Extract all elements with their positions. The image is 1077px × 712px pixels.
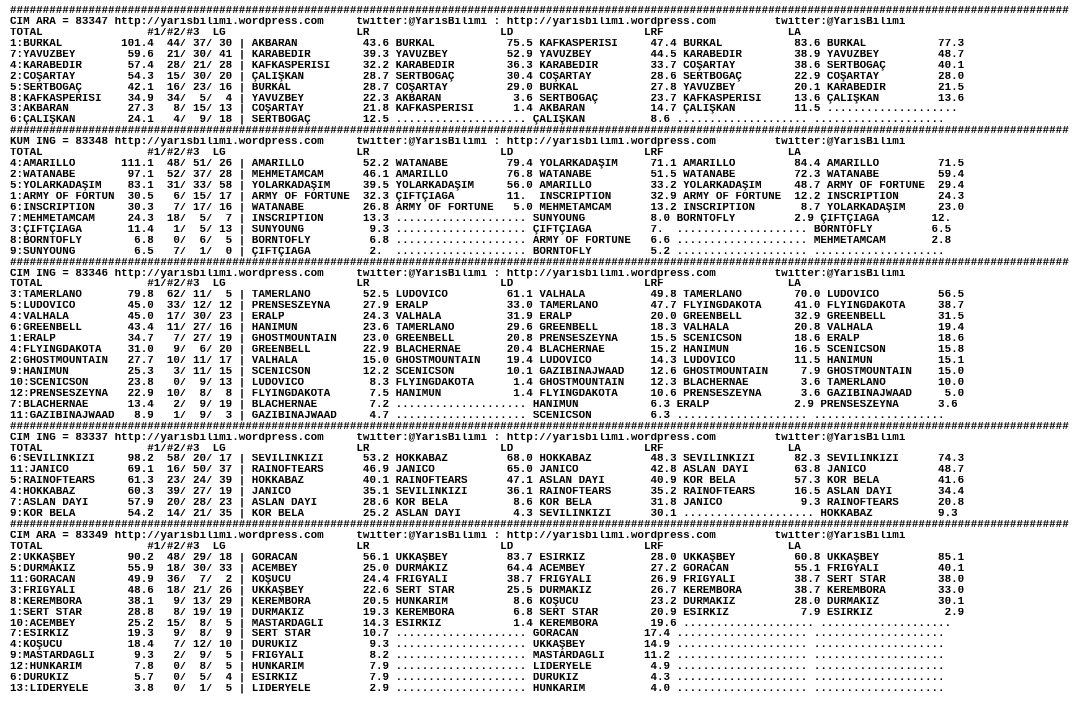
column-header: TOTAL #1/#2/#3 LG LR LD LRF LA (10, 279, 801, 291)
table-row: 2:WATANABE 97.1 52/ 37/ 28 | MEHMETAMCAM 46.1 AMARILLO 76.8 WATANABE 51.5 WATANABE 72.3 WATANABE 59.4 (10, 170, 965, 181)
column-header: TOTAL #1/#2/#3 LG LR LD LRF LA (10, 541, 801, 553)
table-row: 4:AMARILLO 111.1 48/ 51/ 26 | AMARILLO 52.2 WATANABE 79.4 YOLARKADAŞIM 71.1 AMARILLO 84.4 AMARILLO 71.5 (10, 159, 965, 171)
table-row: 3:AKBARAN 27.3 8/ 15/ 13 | COŞARTAY 21.8 KAFKASPERİSİ 1.4 AKBARAN 14.7 ÇALIŞKAN 11.5 .................... (10, 104, 958, 116)
table-row: 6:ÇALIŞKAN 24.1 4/ 9/ 18 | SERTBOĞAÇ 12.5 .................... ÇALIŞKAN 8.6 .................... .................... (10, 115, 945, 127)
table-row: 11:GAZIBINAJWAAD 8.9 1/ 9/ 3 | GAZIBINAJWAAD 4.7 .................... SCENICSON 6.3 .................... .................... (10, 410, 945, 422)
table-row: 11:JANICO 69.1 16/ 50/ 37 | RAINOFTEARS 46.9 JANICO 65.0 JANICO 42.8 ASLAN DAYI 63.8 JANICO 48.7 (10, 465, 965, 477)
table-row: 4:FLYINGDAKOTA 31.0 9/ 6/ 20 | GREENBELL 22.9 BLACHERNAE 20.4 BLACHERNAE 15.2 HANIMUN 16.5 SCENICSON 15.8 (10, 345, 965, 356)
table-row: 4:HOKKABAZ 60.3 39/ 27/ 19 | JANICO 35.1 SEVİLİNKIZI 36.1 RAINOFTEARS 35.2 RAINOFTEARS 16.5 ASLAN DAYI 34.4 (10, 487, 965, 499)
table-row: 5:SERTBOĞAÇ 42.1 16/ 23/ 16 | BURKAL 28.7 COŞARTAY 29.0 BURKAL 27.8 YAVUZBEY 20.1 KARABEDİR 21.5 (10, 82, 965, 94)
section-divider: ################################################################################################################################################################## (10, 421, 1069, 433)
table-row: 11:GORACAN 49.9 36/ 7/ 2 | KOŞUCU 24.4 FRİGYALI 38.7 FRİGYALI 26.9 FRİGYALI 38.7 SERT STAR 38.0 (10, 574, 965, 586)
table-row: 12:HÜNKARIM 7.8 0/ 8/ 5 | HÜNKARIM 7.9 .................... LİDERYELE 4.9 .................... .................... (10, 662, 945, 674)
table-row: 2:GHOSTMOUNTAIN 27.7 10/ 11/ 17 | VALHALA 15.0 GHOSTMOUNTAIN 19.4 LUDOVICO 14.3 LUDOVICO 11.5 HANIMUN 15.1 (10, 356, 965, 367)
table-row: 2:UKKAŞBEY 90.2 48/ 29/ 18 | GORACAN 56.1 UKKAŞBEY 83.7 ESİRKIZ 28.0 UKKAŞBEY 60.8 UKKAŞBEY 85.1 (10, 552, 965, 564)
table-row: 9:SUNYOUNG 6.5 7/ 1/ 0 | ÇİFTÇİAĞA 2. .................... BORNTOFLY 5.2 .................... .................... (10, 246, 945, 258)
table-row: 2:COŞARTAY 54.3 15/ 30/ 20 | ÇALIŞKAN 28.7 SERTBOĞAÇ 30.4 COŞARTAY 28.6 SERTBOĞAÇ 22.9 COŞARTAY 28.0 (10, 71, 965, 83)
table-row: 3:ÇİFTÇİAĞA 11.4 1/ 5/ 13 | SUNYOUNG 9.3 .................... ÇİFTÇİAĞA 7. .................... BORNTOFLY 6.5 (10, 224, 952, 236)
table-row: 8:KEREMBORA 38.1 9/ 13/ 29 | KEREMBORA 20.5 HÜNKARIM 8.6 KOŞUCU 23.2 DURMAKIZ 28.0 DURMAKIZ 30.1 (10, 596, 965, 608)
section-divider: ################################################################################################################################################################## (10, 6, 1069, 17)
table-row: 6:INSCRIPTION 30.3 7/ 17/ 16 | WATANABE 26.8 ARMY OF FORTUNE 5.0 MEHMETAMCAM 13.2 INSCRIPTION 8.7 YOLARKADAŞIM 23.0 (10, 202, 965, 214)
table-row: 5:YOLARKADAŞIM 83.1 31/ 33/ 58 | YOLARKADAŞIM 39.5 YOLARKADAŞIM 56.0 AMARILLO 33.2 YOLARKADAŞIM 48.7 ARMY OF FORTUNE 29.4 (10, 181, 965, 192)
table-row: 4:KARABEDİR 57.4 28/ 21/ 28 | KAFKASPERİSİ 32.2 KARABEDİR 36.3 KARABEDİR 33.7 COŞARTAY 38.6 SERTBOĞAÇ 40.1 (10, 60, 965, 72)
table-row: 5:LUDOVICO 45.0 33/ 12/ 12 | PRENSESZEYNA 27.9 ERALP 33.0 TAMERLANO 47.7 FLYINGDAKOTA 41.0 FLYINGDAKOTA 38.7 (10, 301, 965, 313)
table-row: 1:ERALP 34.7 7/ 27/ 19 | GHOSTMOUNTAIN 23.0 GREENBELL 20.8 PRENSESZEYNA 15.5 SCENICSON 18.6 ERALP 18.6 (10, 334, 965, 346)
column-header: TOTAL #1/#2/#3 LG LR LD LRF LA (10, 27, 801, 39)
table-row: 6:DURUKIZ 5.7 0/ 5/ 4 | ESİRKIZ 7.9 .................... DURUKIZ 4.3 .................... .................... (10, 673, 945, 685)
table-row: 7:YAVUZBEY 59.6 21/ 30/ 41 | KARABEDİR 39.3 YAVUZBEY 52.9 YAVUZBEY 44.5 KARABEDİR 38.9 YAVUZBEY 48.7 (10, 49, 965, 61)
table-row: 3:TAMERLANO 79.8 62/ 11/ 5 | TAMERLANO 52.5 LUDOVICO 61.1 VALHALA 49.8 TAMERLANO 70.0 LUDOVICO 56.5 (10, 290, 965, 302)
table-row: 4:VALHALA 45.0 17/ 30/ 23 | ERALP 24.3 VALHALA 31.9 ERALP 20.0 GREENBELL 32.9 GREENBELL 31.5 (10, 312, 965, 324)
column-header: TOTAL #1/#2/#3 LG LR LD LRF LA (10, 148, 801, 160)
table-row: 9:HANIMUN 25.3 3/ 11/ 15 | SCENICSON 12.2 SCENICSON 10.1 GAZIBINAJWAAD 12.6 GHOSTMOUNTAIN 7.9 GHOSTMOUNTAIN 15.0 (10, 366, 965, 378)
table-row: 9:KÖR BELA 54.2 14/ 21/ 35 | KÖR BELA 25.2 ASLAN DAYI 4.3 SEVİLİNKIZI 30.1 .................... HOKKABAZ 9.3 (10, 509, 958, 521)
table-row: 13:LİDERYELE 3.8 0/ 1/ 5 | LİDERYELE 2.9 .................... HÜNKARIM 4.0 .................... .................... (10, 684, 945, 696)
race-header: CIM ING = 83337 http://yarisbilimi.wordpress.com twitter:@YarisBilimi : http://yarisbilimi.wordpress.com twitter:@YarisBilimi (10, 432, 906, 444)
table-row: 10:SCENICSON 23.8 0/ 9/ 13 | LUDOVICO 8.3 FLYINGDAKOTA 1.4 GHOSTMOUNTAIN 12.3 BLACHERNAE 3.6 TAMERLANO 10.0 (10, 377, 965, 389)
column-header: TOTAL #1/#2/#3 LG LR LD LRF LA (10, 443, 801, 455)
table-row: 7:ESİRKIZ 19.3 9/ 8/ 9 | SERT STAR 10.7 .................... GORACAN 17.4 .................... .................... (10, 629, 945, 641)
race-header: CIM ARA = 83349 http://yarisbilimi.wordpress.com twitter:@YarisBilimi : http://yarisbilimi.wordpress.com twitter:@YarisBilimi (10, 531, 906, 542)
table-row: 8:KAFKASPERİSİ 34.9 34/ 5/ 4 | YAVUZBEY 22.3 AKBARAN 3.6 SERTBOĞAÇ 23.7 KAFKASPERİSİ 13.6 ÇALIŞKAN 13.6 (10, 93, 965, 105)
table-row: 5:DURMAKIZ 55.9 18/ 30/ 33 | ACEMBEY 25.0 DURMAKIZ 64.4 ACEMBEY 27.2 GORACAN 55.1 FRİGYALI 40.1 (10, 563, 965, 575)
table-row: 6:SEVİLİNKIZI 98.2 58/ 20/ 17 | SEVİLİNKIZI 53.2 HOKKABAZ 68.0 HOKKABAZ 48.3 SEVİLİNKIZI 82.3 SEVİLİNKIZI 74.3 (10, 454, 965, 466)
section-divider: ################################################################################################################################################################## (10, 257, 1069, 269)
table-row: 5:RAINOFTEARS 61.3 23/ 24/ 39 | HOKKABAZ 40.1 RAINOFTEARS 47.1 ASLAN DAYI 40.9 KÖR BELA 57.3 KÖR BELA 41.6 (10, 476, 965, 488)
race-header: CIM ING = 83346 http://yarisbilimi.wordpress.com twitter:@YarisBilimi : http://yarisbilimi.wordpress.com twitter:@YarisBilimi (10, 268, 906, 280)
section-divider: ################################################################################################################################################################## (10, 520, 1069, 531)
section-divider: ################################################################################################################################################################## (10, 126, 1069, 138)
table-row: 10:ACEMBEY 25.2 15/ 8/ 5 | MASTARDAĞLI 14.3 ESİRKIZ 1.4 KEREMBORA 19.6 .................... .................... (10, 618, 952, 630)
race-header: KUM ING = 83348 http://yarisbilimi.wordpress.com twitter:@YarisBilimi : http://yarisbilimi.wordpress.com twitter:@YarisBilimi (10, 137, 906, 149)
table-row: 9:MASTARDAĞLI 9.3 2/ 9/ 5 | FRİGYALI 8.2 .................... MASTARDAĞLI 11.2 .................... .................... (10, 651, 945, 663)
table-row: 12:PRENSESZEYNA 22.9 10/ 8/ 8 | FLYINGDAKOTA 7.5 HANIMUN 1.4 FLYINGDAKOTA 10.6 PRENSESZEYNA 3.6 GAZIBINAJWAAD 5.0 (10, 388, 965, 400)
table-row: 1:ARMY OF FORTUN 30.5 6/ 15/ 17 | ARMY OF FORTUNE 32.3 ÇİFTÇİAĞA 11. INSCRIPTION 32.9 ARMY OF FORTUNE 12.2 INSCRIPTION 24.3 (10, 191, 965, 203)
table-row: 3:FRİGYALI 48.6 18/ 21/ 26 | UKKAŞBEY 22.6 SERT STAR 25.5 DURMAKIZ 26.7 KEREMBORA 38.7 KEREMBORA 33.0 (10, 585, 965, 597)
table-row: 7:ASLAN DAYI 57.9 20/ 28/ 23 | ASLAN DAYI 28.6 KÖR BELA 8.6 KÖR BELA 31.8 JANICO 9.3 RAINOFTEARS 20.8 (10, 498, 965, 510)
table-row: 7:MEHMETAMCAM 24.3 18/ 5/ 7 | INSCRIPTION 13.3 .................... SUNYOUNG 8.0 BORNTOFLY 2.9 ÇİFTÇİAĞA 12. (10, 213, 952, 225)
table-row: 8:BORNTOFLY 6.8 0/ 6/ 5 | BORNTOFLY 6.8 .................... ARMY OF FORTUNE 6.6 .................... MEHMETAMCAM 2.8 (10, 235, 952, 247)
table-row: 4:KOŞUCU 18.4 7/ 12/ 10 | DURUKIZ 9.3 .................... UKKAŞBEY 14.9 .................... .................... (10, 640, 945, 652)
table-row: 1:BURKAL 101.4 44/ 37/ 30 | AKBARAN 43.6 BURKAL 75.5 KAFKASPERİSİ 47.4 BURKAL 83.6 BURKAL 77.3 (10, 38, 965, 50)
table-row: 1:SERT STAR 28.8 8/ 19/ 19 | DURMAKIZ 19.3 KEREMBORA 6.8 SERT STAR 20.9 ESİRKIZ 7.9 ESİRKIZ 2.9 (10, 607, 965, 619)
table-row: 7:BLACHERNAE 13.4 2/ 9/ 19 | BLACHERNAE 7.2 .................... HANIMUN 6.3 ERALP 2.9 PRENSESZEYNA 3.6 (10, 399, 958, 411)
race-header: CIM ARA = 83347 http://yarisbilimi.wordpress.com twitter:@YarisBilimi : http://yarisbilimi.wordpress.com twitter:@YarisBilimi (10, 16, 906, 28)
table-row: 6:GREENBELL 43.4 11/ 27/ 16 | HANIMUN 23.6 TAMERLANO 29.6 GREENBELL 18.3 VALHALA 20.8 VALHALA 19.4 (10, 323, 965, 335)
